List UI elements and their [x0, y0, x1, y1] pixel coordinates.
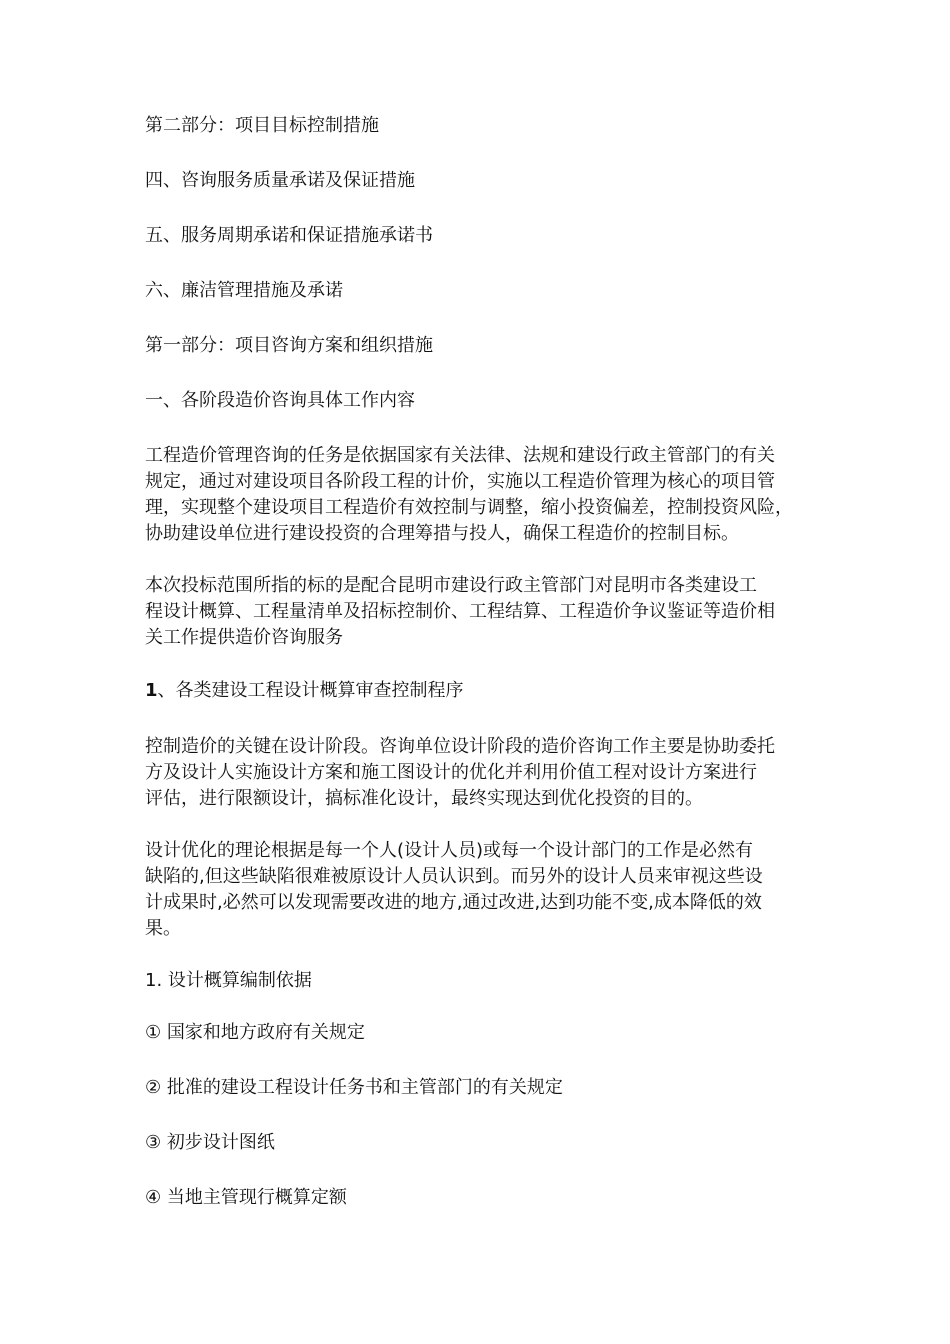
subsection-heading: 1. 设计概算编制依据 [145, 970, 312, 991]
paragraph-line: 理，实现整个建设项目工程造价有效控制与调整，缩小投资偏差，控制投资风险， [145, 497, 793, 518]
paragraph-line: 计成果时,必然可以发现需要改进的地方,通过改进,达到功能不变,成本降低的效 [145, 892, 762, 913]
paragraph-line: 工程造价管理咨询的任务是依据国家有关法律、法规和建设行政主管部门的有关 [145, 445, 775, 466]
paragraph-design-stage [145, 734, 810, 812]
paragraph-line: 方及设计人实施设计方案和施工图设计的优化并利用价值工程对设计方案进行 [145, 762, 757, 783]
paragraph-design-optimization [145, 838, 810, 942]
section-number: 1 [145, 680, 158, 701]
list-item: ④ 当地主管现行概算定额 [145, 1187, 347, 1208]
paragraph-line: 关工作提供造价咨询服务 [145, 627, 343, 648]
heading-part-one: 第一部分：项目咨询方案和组织措施 [145, 335, 433, 356]
list-item: ③ 初步设计图纸 [145, 1132, 275, 1153]
paragraph-line: 规定，通过对建设项目各阶段工程的计价，实施以工程造价管理为核心的项目管 [145, 471, 775, 492]
list-item: ① 国家和地方政府有关规定 [145, 1022, 365, 1043]
paragraph-line: 评估，进行限额设计，搞标准化设计，最终实现达到优化投资的目的。 [145, 788, 703, 809]
heading-item-four: 四、咨询服务质量承诺及保证措施 [145, 170, 415, 191]
heading-item-five: 五、服务周期承诺和保证措施承诺书 [145, 225, 433, 246]
paragraph-task [145, 443, 810, 547]
heading-item-one: 一、各阶段造价咨询具体工作内容 [145, 390, 415, 411]
paragraph-scope [145, 573, 810, 651]
heading-part-two: 第二部分：项目目标控制措施 [145, 115, 379, 136]
paragraph-line: 程设计概算、工程量清单及招标控制价、工程结算、工程造价争议鉴证等造价相 [145, 601, 775, 622]
paragraph-line: 本次投标范围所指的标的是配合昆明市建设行政主管部门对昆明市各类建设工 [145, 575, 757, 596]
section-title: 、各类建设工程设计概算审查控制程序 [157, 680, 464, 701]
paragraph-line: 设计优化的理论根据是每一个人(设计人员)或每一个设计部门的工作是必然有 [145, 840, 754, 861]
list-item: ② 批准的建设工程设计任务书和主管部门的有关规定 [145, 1077, 563, 1098]
paragraph-line: 缺陷的,但这些缺陷很难被原设计人员认识到。而另外的设计人员来审视这些设 [145, 866, 763, 887]
paragraph-line: 协助建设单位进行建设投资的合理筹措与投人，确保工程造价的控制目标。 [145, 523, 739, 544]
paragraph-line: 控制造价的关键在设计阶段。咨询单位设计阶段的造价咨询工作主要是协助委托 [145, 736, 775, 757]
heading-item-six: 六、廉洁管理措施及承诺 [145, 280, 343, 301]
section-heading-1 [145, 678, 464, 704]
paragraph-line: 果。 [145, 918, 181, 939]
